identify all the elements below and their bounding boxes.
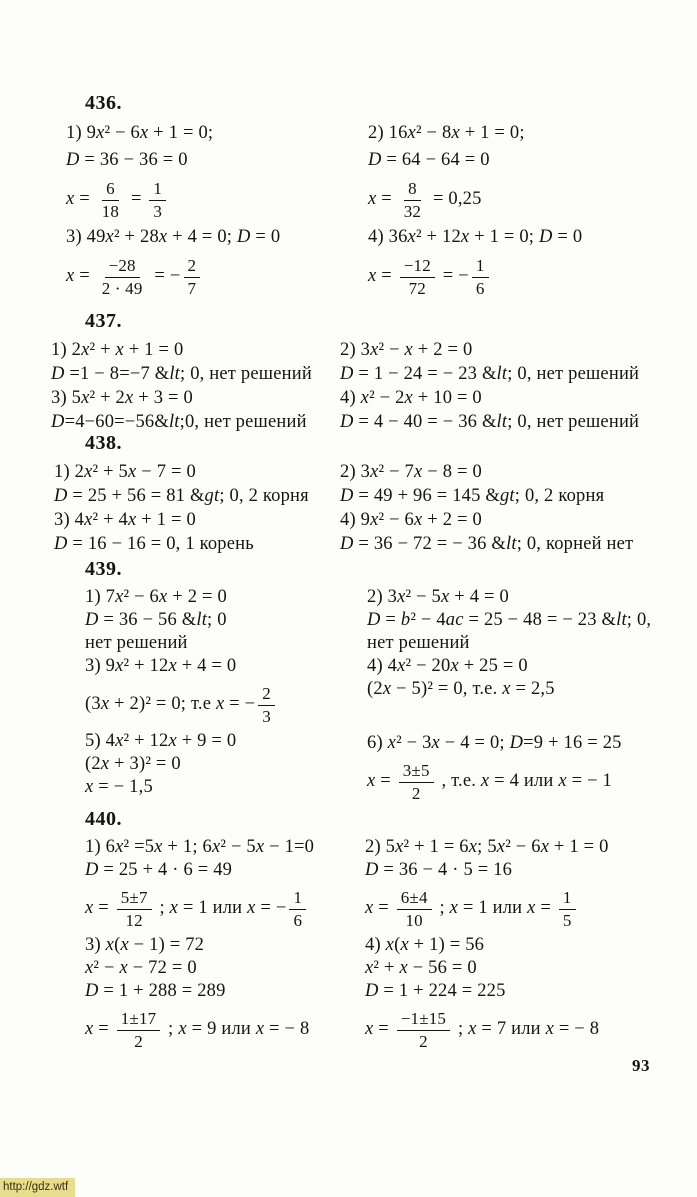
math-line: 1) 9x² − 6x + 1 = 0; (66, 123, 214, 143)
math-line: 4) x² − 2x + 10 = 0 (340, 387, 482, 408)
fraction: $\frac{3\pm 5}{2}$ (399, 761, 434, 802)
math-line: D = 64 − 64 = 0 (368, 150, 490, 170)
math-line: x = $\frac{-12}{72}$ = − $\frac{1}{6}$ (368, 251, 582, 301)
fraction: $\frac{2}{7}$ (184, 256, 201, 297)
section-title: 436. (85, 92, 122, 114)
math-line: D =1 − 8=−7 &lt; 0, нет решений (51, 363, 312, 384)
math-line: x = $\frac{3\pm 5}{2}$ , т.е. x = 4 или x = − 1 (367, 761, 612, 803)
math-line: 4) 36x² + 12x + 1 = 0; D = 0 (368, 227, 583, 247)
math-line: D = 1 + 224 = 225 (365, 981, 506, 1001)
math-line: D = 1 − 24 = − 23 &lt; 0, нет решений (340, 363, 640, 384)
column-right (368, 120, 582, 301)
fraction: $\frac{5\pm 7}{12}$ (117, 888, 152, 929)
math-line: x = $\frac{6}{18}$ = $\frac{1}{3}$ (66, 174, 280, 224)
math-line: D = b² − 4ac = 25 − 48 = − 23 &lt; 0, (367, 610, 652, 630)
math-line: x = $\frac{6\pm 4}{10}$ ; x = 1 или x = $\frac{1}{5}$ (365, 882, 609, 934)
math-line: 2) 16x² − 8x + 1 = 0; (368, 123, 525, 143)
math-line: 3) x(x − 1) = 72 (85, 935, 205, 955)
fraction: $\frac{6\pm 4}{10}$ (397, 888, 432, 929)
math-line: 4) x(x + 1) = 56 (365, 935, 485, 955)
column-right (365, 836, 609, 1055)
math-line: D = 36 − 4 · 5 = 16 (365, 860, 513, 880)
math-line: 3) 5x² + 2x + 3 = 0 (51, 387, 193, 408)
math-line: x = − 1,5 (85, 777, 153, 797)
math-line: 5) 4x² + 12x + 9 = 0 (85, 731, 237, 751)
fraction: $\frac{-12}{72}$ (400, 256, 435, 297)
column-left (51, 338, 312, 434)
fraction: $\frac{1}{6}$ (472, 256, 489, 297)
section-title: 440. (85, 808, 122, 830)
fraction: $\frac{2}{3}$ (258, 684, 275, 725)
math-line: D = 25 + 4 · 6 = 49 (85, 860, 233, 880)
math-line: 2) 5x² + 1 = 6x; 5x² − 6x + 1 = 0 (365, 837, 609, 857)
math-line: D = 1 + 288 = 289 (85, 981, 226, 1001)
section-title: 439. (85, 558, 122, 580)
math-line (367, 701, 651, 732)
math-line: 6) x² − 3x − 4 = 0; D=9 + 16 = 25 (367, 733, 622, 753)
section-title: 438. (85, 432, 122, 454)
math-line: x² − x − 72 = 0 (85, 958, 197, 978)
math-line: x = $\frac{5\pm 7}{12}$ ; x = 1 или x = − $\frac{1}{6}$ (85, 882, 314, 934)
fraction: $\frac{1}{3}$ (149, 179, 166, 220)
math-line: 1) 7x² − 6x + 2 = 0 (85, 587, 227, 607)
fraction: $\frac{1}{6}$ (289, 888, 306, 929)
math-line: x = $\frac{1\pm 17}{2}$ ; x = 9 или x = − 8 (85, 1009, 310, 1051)
math-line: (3x + 2)² = 0; т.е x = − $\frac{2}{3}$ (85, 678, 278, 730)
fraction: $\frac{-1\pm 15}{2}$ (397, 1009, 450, 1050)
math-line: 3) 9x² + 12x + 4 = 0 (85, 656, 237, 676)
column-right (367, 586, 651, 807)
math-line: x² + x − 56 = 0 (365, 958, 477, 978)
math-line: 3) 49x² + 28x + 4 = 0; D = 0 (66, 227, 281, 247)
math-line: 2) 3x² − 7x − 8 = 0 (340, 461, 482, 482)
math-line: D = 36 − 56 &lt; 0 (85, 610, 227, 630)
math-line: D = 36 − 72 = − 36 &lt; 0, корней нет (340, 533, 634, 554)
math-line: D=4−60=−56&lt;0, нет решений (51, 411, 307, 432)
math-line: D = 16 − 16 = 0, 1 корень (54, 533, 254, 554)
column-right (340, 460, 633, 556)
math-line: x = $\frac{8}{32}$ = 0,25 (368, 179, 482, 221)
math-line: 1) 6x² =5x + 1; 6x² − 5x − 1=0 (85, 837, 315, 857)
math-line: 4) 4x² − 20x + 25 = 0 (367, 656, 528, 676)
math-line: 1) 2x² + 5x − 7 = 0 (54, 461, 196, 482)
page-number: 93 (632, 1056, 650, 1075)
fraction: $\frac{-28}{2 \cdot 49}$ (101, 256, 143, 298)
fraction: $\frac{1}{5}$ (559, 888, 576, 929)
watermark: http://gdz.wtf (0, 1178, 75, 1197)
math-line: (2x − 5)² = 0, т.е. x = 2,5 (367, 679, 555, 699)
math-line: 1) 2x² + x + 1 = 0 (51, 339, 184, 360)
math-line: D = 4 − 40 = − 36 &lt; 0, нет решений (340, 411, 640, 432)
math-line: D = 49 + 96 = 145 &gt; 0, 2 корня (340, 485, 605, 506)
math-line: 4) 9x² − 6x + 2 = 0 (340, 509, 482, 530)
fraction: $\frac{1\pm 17}{2}$ (117, 1009, 161, 1050)
math-line: (2x + 3)² = 0 (85, 754, 181, 774)
section-title: 437. (85, 310, 122, 332)
column-left (85, 836, 314, 1055)
math-line: 3) 4x² + 4x + 1 = 0 (54, 509, 196, 530)
fraction: $\frac{8}{32}$ (403, 179, 422, 221)
math-line: x = $\frac{-28}{2 \cdot 49}$ = − $\frac{2}{7}$ (66, 251, 280, 301)
column-left (85, 586, 278, 799)
math-line: нет решений (85, 633, 188, 653)
math-line: 2) 3x² − x + 2 = 0 (340, 339, 473, 360)
math-line: D = 25 + 56 = 81 &gt; 0, 2 корня (54, 485, 309, 506)
column-left (54, 460, 309, 556)
math-line: 2) 3x² − 5x + 4 = 0 (367, 587, 509, 607)
column-left (66, 120, 280, 301)
fraction: $\frac{6}{18}$ (101, 179, 120, 221)
math-line: x = $\frac{-1\pm 15}{2}$ ; x = 7 или x = − 8 (365, 1009, 600, 1051)
column-right (340, 338, 639, 434)
math-line: нет решений (367, 633, 470, 653)
math-line: D = 36 − 36 = 0 (66, 150, 188, 170)
